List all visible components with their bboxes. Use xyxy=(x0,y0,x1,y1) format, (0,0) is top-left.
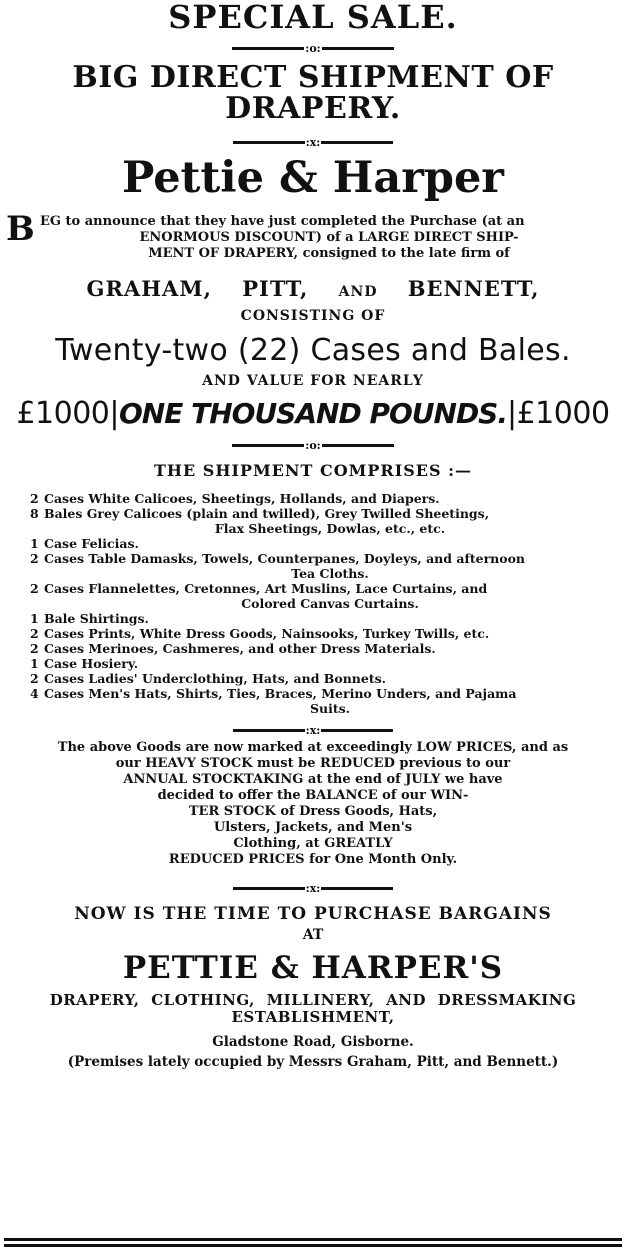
firm-name: Pettie & Harper xyxy=(122,153,504,203)
establishment-line-1: DRAPERY, CLOTHING, MILLINERY, AND DRESSMAKING xyxy=(49,991,577,1009)
store-address: Gladstone Road, Gisborne. xyxy=(212,1034,414,1050)
consignor-names xyxy=(4,274,622,307)
shipment-item xyxy=(30,506,616,536)
notice-line: Clothing, at GREATLY xyxy=(233,836,393,851)
notice-line: TER STOCK of Dress Goods, Hats, xyxy=(188,804,438,819)
shipment-item xyxy=(30,611,616,626)
divider-4 xyxy=(4,722,622,738)
item-quantity: 1 xyxy=(30,656,39,671)
item-text: Cases White Calicoes, Sheetings, Hollands, and Diapers. xyxy=(44,491,440,506)
headline-line-1: BIG DIRECT SHIPMENT OF xyxy=(72,60,554,95)
shipment-item xyxy=(30,686,616,716)
item-text: Case Hosiery. xyxy=(44,656,139,671)
item-continuation: Tea Cloths. xyxy=(291,566,369,581)
divider-mark: :x: xyxy=(305,724,321,737)
drop-cap: B xyxy=(6,209,35,249)
now-line: NOW IS THE TIME TO PURCHASE BARGAINS xyxy=(74,904,552,924)
cases-line: Twenty-two (22) Cases and Bales. xyxy=(55,333,571,368)
shipment-item xyxy=(30,536,616,551)
item-quantity: 2 xyxy=(30,491,39,506)
price-words: ONE THOUSAND POUNDS. xyxy=(119,397,507,430)
item-quantity: 8 xyxy=(30,506,39,521)
item-quantity: 2 xyxy=(30,641,39,656)
item-text: Bale Shirtings. xyxy=(44,611,149,626)
establishment-line-2: ESTABLISHMENT, xyxy=(231,1008,395,1026)
item-text: Cases Men's Hats, Shirts, Ties, Braces, Merino Unders, and Pajama xyxy=(44,686,517,701)
intro-paragraph xyxy=(4,209,622,262)
notice-line: our HEAVY STOCK must be REDUCED previous to our xyxy=(115,756,511,771)
shipment-item xyxy=(30,641,616,656)
store-name: PETTIE & HARPER'S xyxy=(122,950,504,986)
item-quantity: 2 xyxy=(30,581,39,596)
consignor-and: AND xyxy=(338,284,378,300)
consignor-name: BENNETT, xyxy=(407,276,540,301)
intro-line-2: ENORMOUS DISCOUNT) of a LARGE DIRECT SHIP- xyxy=(139,230,519,245)
shipment-item xyxy=(30,656,616,671)
bottom-double-rule xyxy=(4,1235,622,1247)
divider-mark: :o: xyxy=(305,439,321,452)
consisting-of: CONSISTING OF xyxy=(240,308,386,324)
shipment-item xyxy=(30,671,616,686)
sale-title: SPECIAL SALE. xyxy=(168,0,458,36)
price-line: £1000|ONE THOUSAND POUNDS.|£1000 xyxy=(16,396,610,431)
headline-line-2: DRAPERY. xyxy=(225,91,401,126)
item-text: Bales Grey Calicoes (plain and twilled), Grey Twilled Sheetings, xyxy=(44,506,490,521)
divider-5 xyxy=(4,880,622,896)
shipment-item xyxy=(30,551,616,581)
notice-line: decided to offer the BALANCE of our WIN- xyxy=(157,788,469,803)
consignor-name: PITT, xyxy=(242,276,309,301)
shipment-list xyxy=(4,491,622,716)
intro-line-1: EG to announce that they have just completed the Purchase (at an xyxy=(40,214,525,229)
price-left: £1000 xyxy=(16,396,110,431)
notice-paragraph xyxy=(4,740,622,868)
item-quantity: 1 xyxy=(30,536,39,551)
item-continuation: Suits. xyxy=(309,701,351,716)
notice-line: The above Goods are now marked at exceedingly LOW PRICES, and as xyxy=(57,740,569,755)
notice-line: ANNUAL STOCKTAKING at the end of JULY we have xyxy=(123,772,503,787)
intro-line-3: MENT OF DRAPERY, consigned to the late firm of xyxy=(148,246,510,261)
shipment-item xyxy=(30,626,616,641)
item-text: Cases Flannelettes, Cretonnes, Art Muslins, Lace Curtains, and xyxy=(44,581,488,596)
item-text: Cases Ladies' Underclothing, Hats, and Bonnets. xyxy=(44,671,386,686)
divider-2 xyxy=(4,134,622,150)
item-quantity: 2 xyxy=(30,671,39,686)
shipment-item xyxy=(30,581,616,611)
divider-mark: :o: xyxy=(305,42,321,55)
premises-note: (Premises lately occupied by Messrs Graham, Pitt, and Bennett.) xyxy=(67,1054,559,1070)
item-quantity: 1 xyxy=(30,611,39,626)
notice-line: REDUCED PRICES for One Month Only. xyxy=(168,852,458,867)
item-continuation: Flax Sheetings, Dowlas, etc., etc. xyxy=(214,521,446,536)
item-text: Cases Merinoes, Cashmeres, and other Dress Materials. xyxy=(44,641,436,656)
item-text: Cases Prints, White Dress Goods, Nainsooks, Turkey Twills, etc. xyxy=(44,626,490,641)
shipment-item xyxy=(30,491,616,506)
value-note: AND VALUE FOR NEARLY xyxy=(202,373,424,389)
shipment-comprises: THE SHIPMENT COMPRISES :— xyxy=(154,461,472,480)
divider-mark: :x: xyxy=(305,136,321,149)
divider-3 xyxy=(4,437,622,453)
notice-line: Ulsters, Jackets, and Men's xyxy=(213,820,413,835)
item-text: Case Felicias. xyxy=(44,536,139,551)
price-right: £1000 xyxy=(516,396,610,431)
divider-mark: :x: xyxy=(305,882,321,895)
item-quantity: 2 xyxy=(30,551,39,566)
item-quantity: 4 xyxy=(30,686,39,701)
consignor-name: GRAHAM, xyxy=(86,276,212,301)
item-continuation: Colored Canvas Curtains. xyxy=(241,596,419,611)
item-quantity: 2 xyxy=(30,626,39,641)
item-text: Cases Table Damasks, Towels, Counterpanes, Doyleys, and afternoon xyxy=(44,551,525,566)
divider-1 xyxy=(4,40,622,56)
at-line: AT xyxy=(302,927,324,943)
